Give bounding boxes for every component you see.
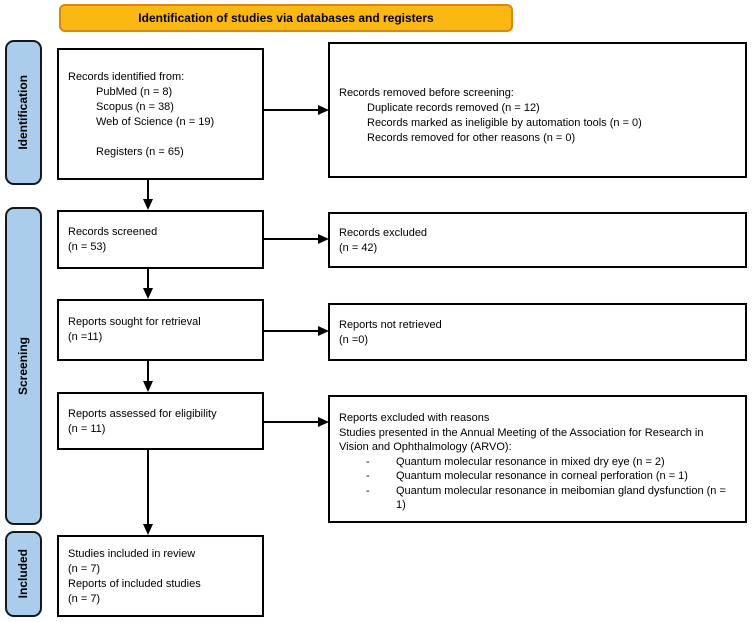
- stage-identification: [5, 40, 42, 185]
- reason-corneal-perforation: Quantum molecular resonance in corneal perforation (n = 1): [396, 470, 688, 482]
- stage-screening: [5, 207, 42, 525]
- reports-assessed-label: Reports assessed for eligibility: [68, 408, 217, 420]
- reason-item: [366, 484, 736, 513]
- dash-bullet: -: [366, 470, 370, 482]
- records-screened-label: Records screened: [68, 226, 158, 238]
- box-studies-included: [57, 535, 264, 617]
- records-removed-title: Records removed before screening:: [339, 87, 514, 99]
- stage-included-label: Included: [16, 549, 30, 599]
- stage-identification-label: Identification: [16, 75, 30, 150]
- top-banner: [59, 4, 513, 32]
- dash-bullet: -: [366, 455, 370, 468]
- removed-duplicates: Duplicate records removed (n = 12): [367, 102, 540, 114]
- arrow-screened-to-excluded: [264, 238, 319, 240]
- records-excluded-label: Records excluded: [339, 227, 428, 239]
- arrow-assessed-to-included: [147, 450, 149, 525]
- arrow-identified-to-screened: [147, 180, 149, 200]
- top-banner-label: Identification of studies via databases and registers: [138, 10, 434, 25]
- reports-not-retrieved-count: (n =0): [339, 334, 369, 346]
- studies-included-label: Studies included in review: [68, 548, 196, 560]
- box-records-identified: [57, 48, 264, 180]
- studies-included-count: (n = 7): [68, 563, 101, 575]
- reason-mixed-dry-eye: Quantum molecular resonance in mixed dry eye (n = 2): [396, 455, 665, 468]
- records-screened-count: (n = 53): [68, 241, 107, 253]
- reasons-subtitle: Studies presented in the Annual Meeting of the Association for Research in Vision and Ophthalmology (ARVO):: [339, 426, 704, 453]
- box-reports-excluded-reasons: [328, 395, 747, 523]
- box-records-removed: [328, 42, 747, 178]
- source-scopus: Scopus (n = 38): [96, 101, 174, 113]
- arrow-sought-to-not-retrieved: [264, 330, 319, 332]
- arrow-screened-to-sought: [147, 269, 149, 289]
- records-identified-title: Records identified from:: [68, 71, 185, 83]
- reason-item: [366, 469, 736, 484]
- reports-assessed-count: (n = 11): [68, 423, 106, 435]
- reports-not-retrieved-label: Reports not retrieved: [339, 319, 442, 331]
- source-registers: Registers (n = 65): [96, 146, 184, 158]
- stage-screening-label: Screening: [16, 336, 30, 396]
- box-records-excluded: [328, 212, 747, 268]
- removed-automation: Records marked as ineligible by automation tools (n = 0): [367, 117, 642, 129]
- source-pubmed: PubMed (n = 8): [96, 86, 173, 98]
- records-excluded-count: (n = 42): [339, 242, 378, 254]
- reasons-title: Reports excluded with reasons: [339, 412, 490, 424]
- box-reports-sought: [57, 299, 264, 361]
- reports-included-label: Reports of included studies: [68, 578, 201, 590]
- box-records-screened: [57, 210, 264, 269]
- box-reports-not-retrieved: [328, 303, 747, 361]
- stage-included: [5, 531, 42, 617]
- box-reports-assessed: [57, 392, 264, 450]
- arrow-sought-to-assessed: [147, 361, 149, 382]
- arrow-identified-to-removed: [264, 109, 319, 111]
- reports-included-count: (n = 7): [68, 593, 101, 605]
- source-web-of-science: Web of Science (n = 19): [96, 116, 215, 128]
- arrow-assessed-to-reasons: [264, 421, 319, 423]
- reports-sought-count: (n =11): [68, 331, 103, 343]
- removed-other: Records removed for other reasons (n = 0): [367, 132, 576, 144]
- reports-sought-label: Reports sought for retrieval: [68, 316, 201, 328]
- reason-meibomian-gland: Quantum molecular resonance in meibomian gland dysfunction (n = 1): [396, 484, 726, 511]
- reason-item: [366, 455, 736, 470]
- dash-bullet: -: [366, 484, 370, 497]
